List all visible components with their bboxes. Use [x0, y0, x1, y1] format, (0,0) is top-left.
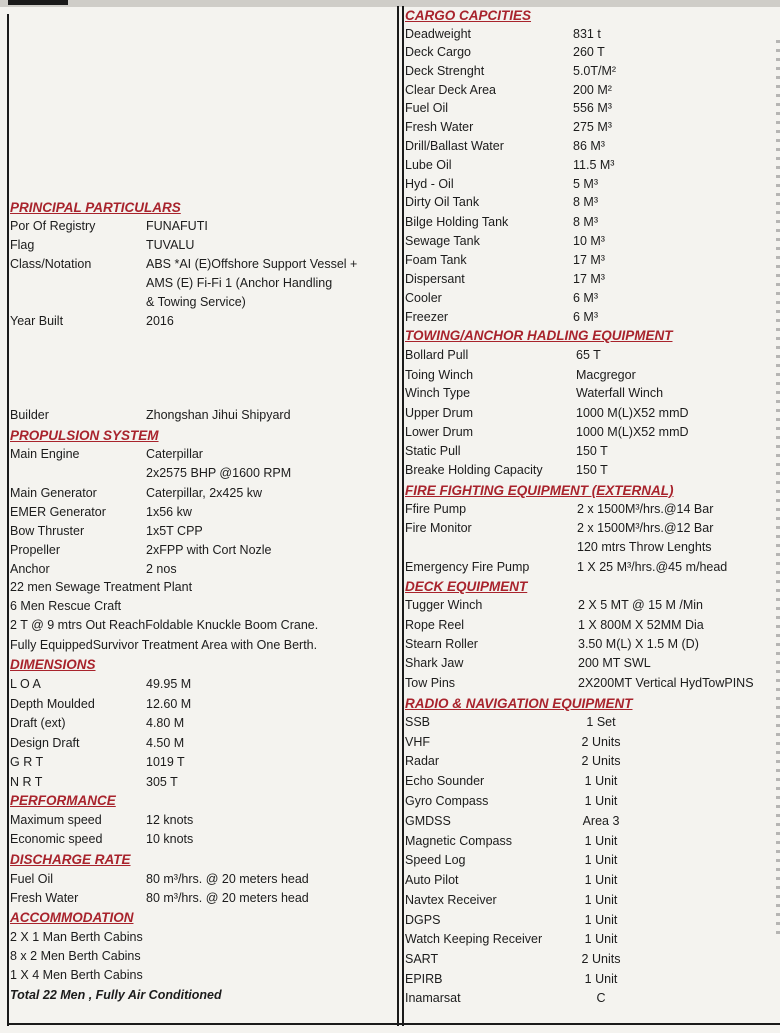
table-row: [405, 81, 775, 100]
row-label: Breake Holding Capacity: [405, 463, 543, 477]
row-label: GMDSS: [405, 814, 451, 828]
table-row: [10, 522, 380, 541]
row-value: 2x2575 BHP @1600 RPM: [146, 466, 292, 480]
row-label: Dispersant: [405, 272, 465, 286]
row-value: 2 x 1500M³/hrs.@12 Bar: [577, 521, 714, 535]
row-label: Speed Log: [405, 853, 466, 867]
row-label: SSB: [405, 715, 431, 729]
text-line: 22 men Sewage Treatment Plant: [10, 580, 193, 594]
row-value: 200 MT SWL: [578, 656, 651, 670]
row-label: Por Of Registry: [10, 219, 96, 233]
table-row: Navtex Receiver 1 Unit: [405, 891, 775, 910]
row-value: AMS (E) Fi-Fi 1 (Anchor Handling: [146, 276, 333, 290]
section-heading-radio-navigation: RADIO & NAVIGATION EQUIPMENT: [405, 696, 633, 711]
table-row: EPIRB 1 Unit: [405, 970, 775, 989]
table-row: [10, 695, 380, 714]
row-value: ABS *AI (E)Offshore Support Vessel +: [146, 257, 358, 271]
table-row: [405, 193, 775, 212]
table-row: [405, 366, 775, 385]
section-heading-towing-anchor-handling: TOWING/ANCHOR HADLING EQUIPMENT: [405, 328, 673, 343]
row-label: Hyd - Oil: [405, 177, 454, 191]
row-value: 150 T: [576, 463, 608, 477]
text-line: 8 x 2 Men Berth Cabins: [10, 949, 141, 963]
table-row: [405, 500, 775, 519]
row-value: 150 T: [576, 444, 608, 458]
row-label: Freezer: [405, 310, 449, 324]
row-label: Auto Pilot: [405, 873, 459, 887]
row-label: G R T: [10, 755, 44, 769]
row-value: 1000 M(L)X52 mmD: [576, 406, 689, 420]
table-row: [10, 753, 380, 772]
row-value: 556 M³: [573, 101, 612, 115]
table-row: [10, 889, 380, 908]
row-label: Stearn Roller: [405, 637, 478, 651]
row-value: Caterpillar: [146, 447, 203, 461]
table-row: [405, 558, 775, 577]
row-label: Economic speed: [10, 832, 103, 846]
table-row: Radar 2 Units: [405, 752, 775, 771]
row-label: Design Draft: [10, 736, 80, 750]
row-value: Waterfall Winch: [576, 386, 664, 400]
row-label: Fresh Water: [10, 891, 79, 905]
table-row: [405, 289, 775, 308]
row-value: 1x5T CPP: [146, 524, 203, 538]
table-row: [10, 734, 380, 753]
row-value: 86 M³: [573, 139, 605, 153]
table-row: [405, 175, 775, 194]
row-label: Emergency Fire Pump: [405, 560, 530, 574]
table-row: [405, 519, 775, 538]
row-label: Tow Pins: [405, 676, 456, 690]
table-row: VHF 2 Units: [405, 733, 775, 752]
row-value: 49.95 M: [146, 677, 192, 691]
row-value: & Towing Service): [146, 295, 246, 309]
text-line: 6 Men Rescue Craft: [10, 599, 122, 613]
table-row: [405, 308, 775, 327]
table-row: [10, 870, 380, 889]
table-row: [10, 773, 380, 792]
table-row: [10, 293, 380, 312]
row-label: Drill/Ballast Water: [405, 139, 504, 153]
table-row: [10, 503, 380, 522]
section-heading-discharge-rate: DISCHARGE RATE: [10, 852, 131, 867]
table-row: [405, 654, 775, 673]
row-label: Lower Drum: [405, 425, 474, 439]
section-heading-cargo-capacities: CARGO CAPCITIES: [405, 8, 532, 23]
row-label: EPIRB: [405, 972, 443, 986]
row-label: Cooler: [405, 291, 442, 305]
table-row: Magnetic Compass 1 Unit: [405, 832, 775, 851]
column-divider-left: [397, 6, 399, 1026]
text-line: 2 T @ 9 mtrs Out ReachFoldable Knuckle Boom Crane.: [10, 618, 319, 632]
row-label: Depth Moulded: [10, 697, 95, 711]
row-value: 1 X 25 M³/hrs.@45 m/head: [577, 560, 728, 574]
section-heading-performance: PERFORMANCE: [10, 793, 116, 808]
section-heading-accommodation: ACCOMMODATION: [10, 910, 134, 925]
row-label: Magnetic Compass: [405, 834, 512, 848]
row-label: Upper Drum: [405, 406, 474, 420]
table-row: [405, 423, 775, 442]
row-value: 831 t: [573, 27, 601, 41]
table-row: [10, 217, 380, 236]
row-label: SART: [405, 952, 439, 966]
table-row: SART 2 Units: [405, 950, 775, 969]
left-column: [10, 0, 395, 1020]
row-label: Main Engine: [10, 447, 80, 461]
table-row: [405, 156, 775, 175]
table-row: Speed Log 1 Unit: [405, 851, 775, 870]
table-row: [405, 384, 775, 403]
table-row: [405, 442, 775, 461]
section-heading-dimensions: DIMENSIONS: [10, 657, 96, 672]
row-label: Echo Sounder: [405, 774, 485, 788]
bottom-border: [7, 1023, 780, 1025]
row-value: 260 T: [573, 45, 605, 59]
row-label: Builder: [10, 408, 49, 422]
row-value: 17 M³: [573, 272, 605, 286]
row-label: Deck Strenght: [405, 64, 485, 78]
row-value: TUVALU: [146, 238, 195, 252]
row-value: 8 M³: [573, 195, 598, 209]
row-value: 4.50 M: [146, 736, 185, 750]
table-row: [405, 461, 775, 480]
row-label: Gyro Compass: [405, 794, 489, 808]
row-label: Anchor: [10, 562, 50, 576]
table-row: [10, 445, 380, 464]
row-label: Tugger Winch: [405, 598, 483, 612]
row-label: Bilge Holding Tank: [405, 215, 509, 229]
text-line: 1 X 4 Men Berth Cabins: [10, 968, 143, 982]
table-row: [10, 464, 380, 483]
row-label: Main Generator: [10, 486, 97, 500]
row-value: Caterpillar, 2x425 kw: [146, 486, 263, 500]
row-value: 65 T: [576, 348, 601, 362]
text-line: 2 X 1 Man Berth Cabins: [10, 930, 143, 944]
row-label: Maximum speed: [10, 813, 102, 827]
row-value: 11.5 M³: [573, 158, 615, 172]
row-value: 17 M³: [573, 253, 605, 267]
row-label: Bollard Pull: [405, 348, 469, 362]
row-label: Foam Tank: [405, 253, 467, 267]
row-label: Class/Notation: [10, 257, 92, 271]
row-value: 12 knots: [146, 813, 194, 827]
section-heading-deck-equipment: DECK EQUIPMENT: [405, 579, 528, 594]
section-heading-principal-particulars: PRINCIPAL PARTICULARS: [10, 200, 181, 215]
table-row: [10, 274, 380, 293]
row-value: 2 nos: [146, 562, 177, 576]
table-row: [405, 25, 775, 44]
table-row: Auto Pilot 1 Unit: [405, 871, 775, 890]
row-label: Deadweight: [405, 27, 472, 41]
row-value: 6 M³: [573, 291, 598, 305]
row-value: 275 M³: [573, 120, 612, 134]
table-row: [405, 404, 775, 423]
table-row: [405, 118, 775, 137]
table-row: [405, 213, 775, 232]
row-value: Zhongshan Jihui Shipyard: [146, 408, 291, 422]
table-row: [10, 236, 380, 255]
table-row: [405, 62, 775, 81]
row-label: DGPS: [405, 913, 441, 927]
row-label: Navtex Receiver: [405, 893, 497, 907]
table-row: [405, 635, 775, 654]
row-label: Rope Reel: [405, 618, 465, 632]
row-value: 1019 T: [146, 755, 185, 769]
table-row: GMDSS Area 3: [405, 812, 775, 831]
table-row: SSB 1 Set: [405, 713, 775, 732]
row-label: Sewage Tank: [405, 234, 480, 248]
row-label: EMER Generator: [10, 505, 106, 519]
table-row: [405, 346, 775, 365]
row-label: Clear Deck Area: [405, 83, 497, 97]
table-row: [10, 541, 380, 560]
row-label: Deck Cargo: [405, 45, 471, 59]
row-value: 120 mtrs Throw Lenghts: [577, 540, 712, 554]
row-value: 1x56 kw: [146, 505, 192, 519]
table-row: Watch Keeping Receiver 1 Unit: [405, 930, 775, 949]
row-label: Fresh Water: [405, 120, 474, 134]
row-label: Fuel Oil: [405, 101, 449, 115]
row-label: Flag: [10, 238, 35, 252]
row-value: 10 M³: [573, 234, 605, 248]
row-label: Fire Monitor: [405, 521, 472, 535]
row-value: 2xFPP with Cort Nozle: [146, 543, 272, 557]
row-label: N R T: [10, 775, 43, 789]
right-column: [405, 0, 777, 1020]
row-value: 305 T: [146, 775, 178, 789]
row-label: Radar: [405, 754, 440, 768]
row-value: 3.50 M(L) X 1.5 M (D): [578, 637, 699, 651]
row-label: Year Built: [10, 314, 64, 328]
row-label: Draft (ext): [10, 716, 66, 730]
row-value: 1000 M(L)X52 mmD: [576, 425, 689, 439]
row-label: Dirty Oil Tank: [405, 195, 480, 209]
row-label: Lube Oil: [405, 158, 452, 172]
row-value: 2016: [146, 314, 174, 328]
table-row: [10, 312, 380, 331]
table-row: Inamarsat C: [405, 989, 775, 1008]
row-value: 2 x 1500M³/hrs.@14 Bar: [577, 502, 714, 516]
row-value: 8 M³: [573, 215, 598, 229]
table-row: [10, 811, 380, 830]
row-value: FUNAFUTI: [146, 219, 208, 233]
table-row: [405, 270, 775, 289]
table-row: [10, 830, 380, 849]
table-row: Gyro Compass 1 Unit: [405, 792, 775, 811]
row-label: Static Pull: [405, 444, 461, 458]
row-value: 5.0T/M²: [573, 64, 617, 78]
row-value: 6 M³: [573, 310, 598, 324]
accommodation-total: Total 22 Men , Fully Air Conditioned: [10, 988, 222, 1002]
table-row: [10, 675, 380, 694]
row-label: Ffire Pump: [405, 502, 467, 516]
table-row: DGPS 1 Unit: [405, 911, 775, 930]
table-row: [405, 674, 775, 693]
table-row: [405, 232, 775, 251]
row-label: Shark Jaw: [405, 656, 464, 670]
row-label: VHF: [405, 735, 430, 749]
table-row: Echo Sounder 1 Unit: [405, 772, 775, 791]
table-row: [405, 251, 775, 270]
table-row: [10, 255, 380, 274]
row-value: 80 m³/hrs. @ 20 meters head: [146, 872, 309, 886]
row-value: 1 X 800M X 52MM Dia: [578, 618, 704, 632]
section-heading-propulsion-system: PROPULSION SYSTEM: [10, 428, 159, 443]
row-label: L O A: [10, 677, 41, 691]
table-row: [10, 560, 380, 579]
text-line: Fully EquippedSurvivor Treatment Area with One Berth.: [10, 638, 318, 652]
row-value: 10 knots: [146, 832, 194, 846]
table-row: [10, 714, 380, 733]
row-label: Toing Winch: [405, 368, 474, 382]
row-label: Winch Type: [405, 386, 471, 400]
row-label: Inamarsat: [405, 991, 461, 1005]
column-divider-right: [402, 6, 404, 1026]
row-value: Macgregor: [576, 368, 636, 382]
table-row: [405, 99, 775, 118]
row-value: 4.80 M: [146, 716, 185, 730]
builder-row: [10, 406, 390, 425]
row-value: 12.60 M: [146, 697, 192, 711]
row-value: 80 m³/hrs. @ 20 meters head: [146, 891, 309, 905]
row-label: Watch Keeping Receiver: [405, 932, 543, 946]
table-row: [405, 616, 775, 635]
table-row: [405, 137, 775, 156]
table-row: [405, 538, 775, 557]
row-label: Bow Thruster: [10, 524, 85, 538]
row-label: Fuel Oil: [10, 872, 54, 886]
row-value: 2 X 5 MT @ 15 M /Min: [578, 598, 703, 612]
table-row: [405, 596, 775, 615]
left-border: [7, 14, 9, 1026]
section-heading-fire-fighting: FIRE FIGHTING EQUIPMENT (EXTERNAL): [405, 483, 674, 498]
table-row: [405, 43, 775, 62]
row-label: Propeller: [10, 543, 61, 557]
row-value: 5 M³: [573, 177, 598, 191]
row-value: 2X200MT Vertical HydTowPINS: [578, 676, 754, 690]
table-row: [10, 484, 380, 503]
row-value: 200 M²: [573, 83, 612, 97]
